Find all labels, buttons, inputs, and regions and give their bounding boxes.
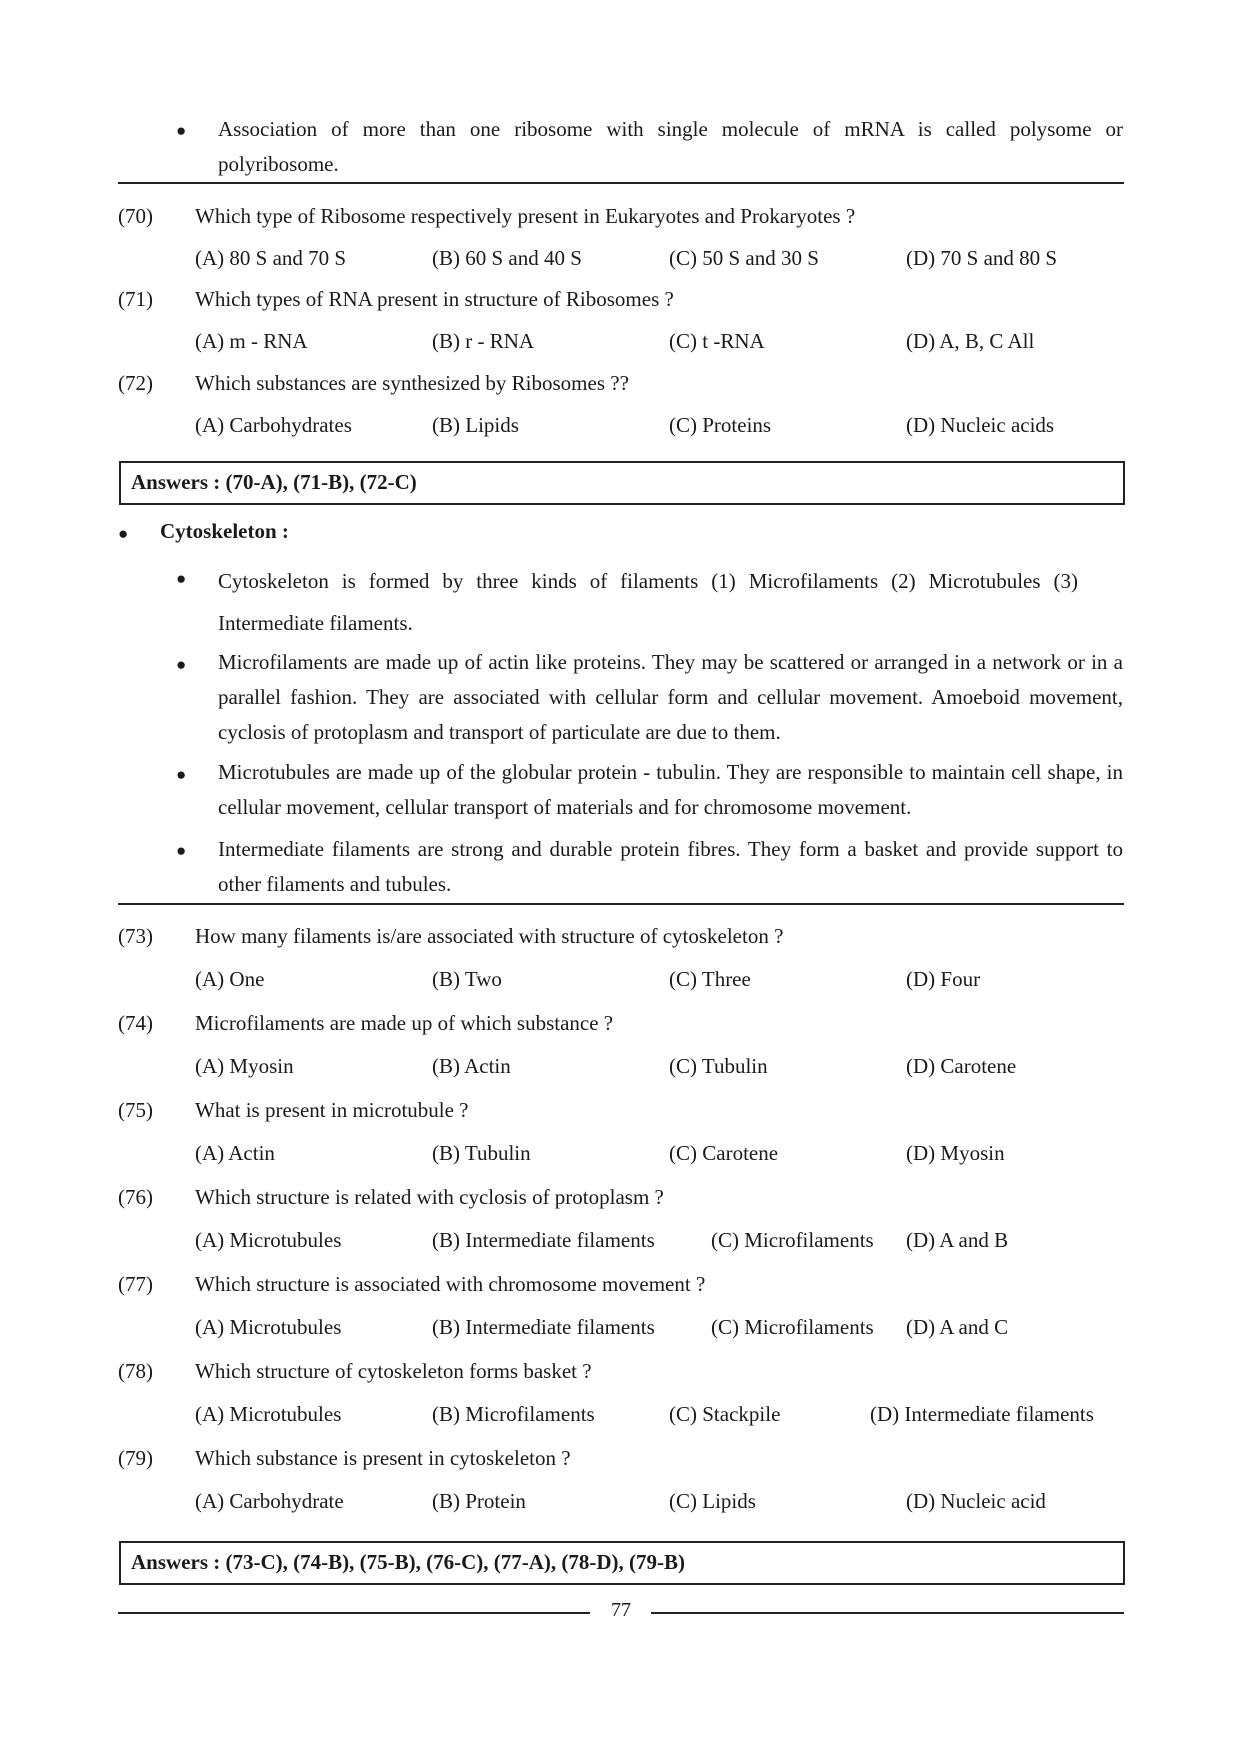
option-a: (A) Actin [195, 1141, 275, 1165]
divider [118, 182, 1124, 184]
question-number: (72) [118, 371, 153, 395]
option-b: (B) Lipids [432, 413, 519, 437]
bullet-dot: ● [118, 524, 129, 543]
question-text: Which types of RNA present in structure of Ribosomes ? [195, 287, 674, 311]
option-b: (B) Protein [432, 1489, 526, 1513]
question-text: How many filaments is/are associated with structure of cytoskeleton ? [195, 924, 784, 948]
option-d: (D) A and B [906, 1228, 1009, 1252]
divider [118, 903, 1124, 905]
question-number: (78) [118, 1359, 153, 1383]
section-bullet-text: Microtubules are made up of the globular protein - tubulin. They are responsible to maintain cell shape, in cellular movement, cellular transport of materials and for chromosome movement. [218, 760, 1123, 819]
option-d: (D) A and C [906, 1315, 1009, 1339]
question-number: (77) [118, 1272, 153, 1296]
option-d: (D) Myosin [906, 1141, 1005, 1165]
bullet-dot: ● [176, 121, 187, 140]
question-text: Which type of Ribosome respectively present in Eukaryotes and Prokaryotes ? [195, 204, 856, 228]
question-text: Which structure is associated with chromosome movement ? [195, 1272, 706, 1296]
question-text: What is present in microtubule ? [195, 1098, 469, 1122]
option-d: (D) Carotene [906, 1054, 1017, 1078]
option-a: (A) m - RNA [195, 329, 308, 353]
option-b: (B) Intermediate filaments [432, 1228, 655, 1252]
question-number: (71) [118, 287, 153, 311]
option-d: (D) Nucleic acids [906, 413, 1055, 437]
option-c: (C) Microfilaments [711, 1228, 874, 1252]
section-bullet-text: Intermediate filaments are strong and durable protein fibres. They form a basket and provide support to other filaments and tubules. [218, 837, 1123, 896]
question-text: Which substances are synthesized by Ribosomes ?? [195, 371, 629, 395]
option-a: (A) Microtubules [195, 1402, 342, 1426]
question-number: (76) [118, 1185, 153, 1209]
intro-bullet-text: Association of more than one ribosome with single molecule of mRNA is called polysome or polyribosome. [218, 117, 1123, 176]
option-d: (D) Intermediate filaments [870, 1402, 1094, 1426]
option-a: (A) Microtubules [195, 1315, 342, 1339]
option-a: (A) One [195, 967, 265, 991]
option-b: (B) Actin [432, 1054, 511, 1078]
option-d: (D) Four [906, 967, 981, 991]
option-b: (B) Microfilaments [432, 1402, 595, 1426]
answer-key: Answers : (70-A), (71-B), (72-C) [131, 470, 417, 494]
bullet-dot: ● [176, 841, 187, 860]
option-a: (A) Carbohydrate [195, 1489, 344, 1513]
bullet-dot: ● [176, 569, 187, 588]
question-number: (70) [118, 204, 153, 228]
option-d: (D) Nucleic acid [906, 1489, 1046, 1513]
page-number: 77 [611, 1599, 631, 1621]
footer-rule-left [118, 1612, 590, 1614]
option-c: (C) Three [669, 967, 751, 991]
question-text: Which substance is present in cytoskeleton ? [195, 1446, 571, 1470]
answer-box [119, 461, 1125, 505]
answer-box [119, 1541, 1125, 1585]
section-bullet-text: Cytoskeleton is formed by three kinds of filaments (1) Microfilaments (2) Microtubules (3) Intermediate filaments. [218, 569, 1078, 635]
option-d: (D) 70 S and 80 S [906, 246, 1058, 270]
question-text: Microfilaments are made up of which substance ? [195, 1011, 614, 1035]
answer-key: Answers : (73-C), (74-B), (75-B), (76-C), (77-A), (78-D), (79-B) [131, 1550, 686, 1574]
option-b: (B) Intermediate filaments [432, 1315, 655, 1339]
question-number: (75) [118, 1098, 153, 1122]
option-a: (A) Carbohydrates [195, 413, 352, 437]
option-c: (C) Tubulin [669, 1054, 768, 1078]
option-c: (C) Carotene [669, 1141, 779, 1165]
option-c: (C) t -RNA [669, 329, 765, 353]
option-a: (A) Microtubules [195, 1228, 342, 1252]
option-c: (C) Stackpile [669, 1402, 781, 1426]
section-heading: Cytoskeleton : [160, 519, 289, 543]
option-c: (C) Microfilaments [711, 1315, 874, 1339]
option-b: (B) Tubulin [432, 1141, 531, 1165]
question-number: (79) [118, 1446, 153, 1470]
option-a: (A) Myosin [195, 1054, 294, 1078]
option-c: (C) 50 S and 30 S [669, 246, 819, 270]
option-c: (C) Proteins [669, 413, 772, 437]
section-bullet-text: Microfilaments are made up of actin like proteins. They may be scattered or arranged in a network or in a parallel fashion. They are associated with cellular form and cellular movement. Amoeboid movement, cyclosis of protoplasm and transport of particulate are due to them. [218, 650, 1123, 744]
footer-rule-right [651, 1612, 1124, 1614]
question-number: (74) [118, 1011, 153, 1035]
question-text: Which structure is related with cyclosis of protoplasm ? [195, 1185, 664, 1209]
bullet-dot: ● [176, 765, 187, 784]
option-d: (D) A, B, C All [906, 329, 1035, 353]
option-a: (A) 80 S and 70 S [195, 246, 347, 270]
option-b: (B) r - RNA [432, 329, 535, 353]
bullet-dot: ● [176, 655, 187, 674]
question-number: (73) [118, 924, 153, 948]
question-text: Which structure of cytoskeleton forms basket ? [195, 1359, 592, 1383]
option-c: (C) Lipids [669, 1489, 756, 1513]
option-b: (B) Two [432, 967, 502, 991]
option-b: (B) 60 S and 40 S [432, 246, 582, 270]
